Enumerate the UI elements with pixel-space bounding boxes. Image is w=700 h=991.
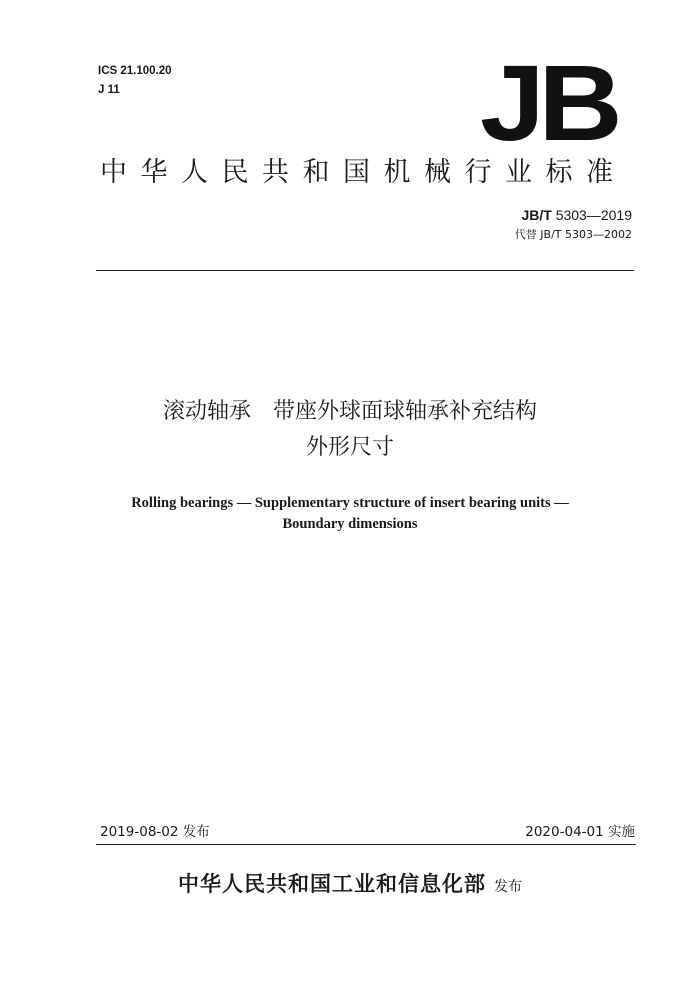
english-title-line-1: Rolling bearings — Supplementary structure of insert bearing units —	[131, 495, 569, 511]
publish-label: 发布	[494, 879, 522, 895]
ccs-code: J 11	[98, 84, 120, 96]
issue-date: 2019-08-02 发布	[100, 824, 210, 840]
bottom-divider	[96, 844, 636, 845]
standard-number	[482, 206, 632, 224]
ics-code: ICS 21.100.20	[98, 65, 172, 77]
publisher-line	[0, 870, 700, 901]
chinese-title-line-1: 滚动轴承 带座外球面球轴承补充结构	[162, 399, 537, 424]
standard-number-prefix: JB/T	[521, 207, 552, 223]
standard-number-value: 5303—2019	[555, 207, 632, 223]
publisher-organization: 中华人民共和国工业和信息化部	[178, 872, 486, 896]
top-divider	[96, 270, 634, 271]
effective-date: 2020-04-01 实施	[525, 824, 635, 840]
replaces-note: 代替 JB/T 5303—2002	[514, 228, 632, 241]
chinese-title-line-2: 外形尺寸	[305, 435, 394, 460]
english-title-line-2: Boundary dimensions	[282, 516, 418, 532]
jb-logo: JB	[480, 42, 617, 163]
industry-standard-title: 中华人民共和国机械行业标准	[100, 157, 627, 188]
